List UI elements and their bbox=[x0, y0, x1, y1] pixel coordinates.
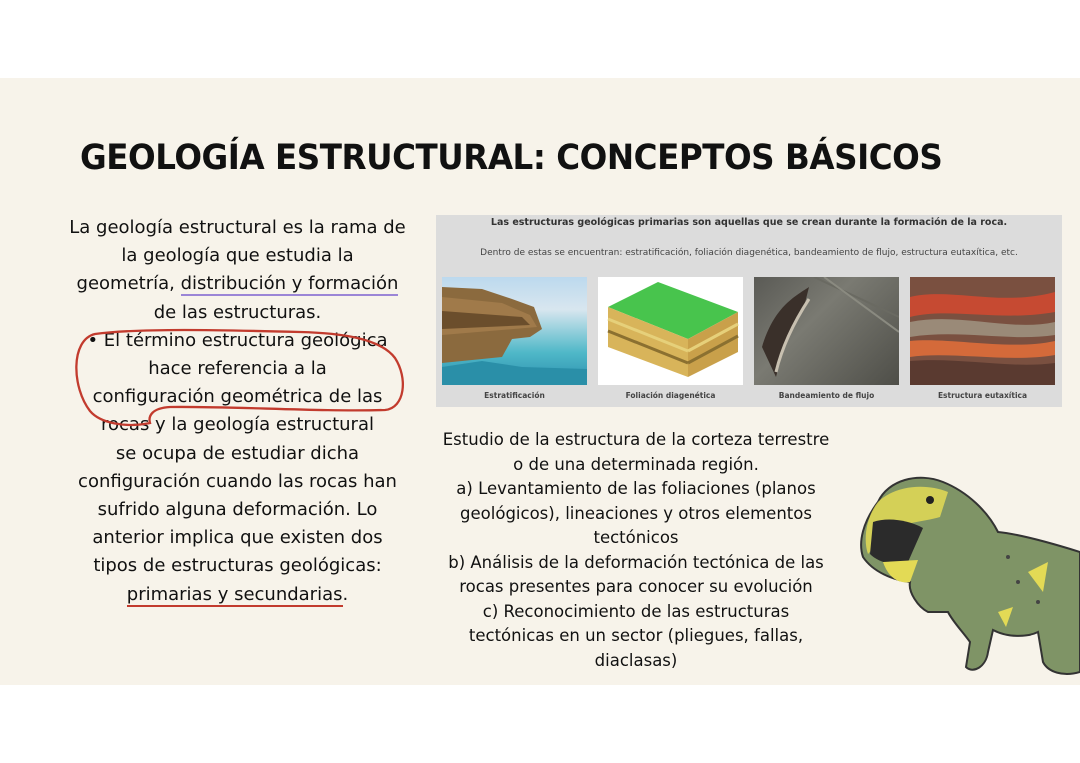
primary-structures-figure bbox=[436, 215, 1062, 407]
figure-subcaption: Dentro de estas se encuentran: estratificación, foliación diagenética, bandeamiento de flujo, estructura eutaxítica, etc. bbox=[480, 248, 1018, 258]
stratification-photo bbox=[442, 277, 587, 385]
text-line: hace referencia a la bbox=[148, 358, 327, 380]
text-line: tectónicos bbox=[593, 528, 679, 547]
definition-text bbox=[60, 214, 415, 609]
highlighted-phrase: distribución y formación bbox=[180, 273, 399, 295]
dinosaur-illustration bbox=[848, 462, 1080, 688]
text-line: de las estructuras. bbox=[153, 301, 322, 323]
text-line: configuración geométrica de las bbox=[92, 386, 383, 408]
text-line: rocas presentes para conocer su evolución bbox=[459, 577, 813, 596]
text-line: rocas y la geología estructural bbox=[101, 414, 374, 436]
flow-banding-photo bbox=[754, 277, 899, 385]
text-line: tectónicas en un sector (pliegues, fallas, bbox=[468, 626, 804, 645]
study-scope-text bbox=[436, 428, 836, 673]
text-line: b) Análisis de la deformación tectónica de las bbox=[448, 552, 824, 572]
text-line: o de una determinada región. bbox=[513, 454, 759, 474]
text-line: sufrido alguna deformación. Lo bbox=[97, 499, 378, 521]
figure-caption: Las estructuras geológicas primarias son aquellas que se crean durante la formación de la roca. bbox=[490, 217, 1008, 228]
text-line: se ocupa de estudiar dicha bbox=[115, 442, 360, 464]
photo-label: Foliación diagenética bbox=[625, 391, 716, 400]
text-line: anterior implica que existen dos bbox=[92, 527, 383, 549]
highlighted-phrase: primarias y secundarias bbox=[126, 583, 343, 605]
eutaxitic-structure-photo bbox=[910, 277, 1055, 385]
photo-label: Estratificación bbox=[484, 391, 545, 400]
text-line: c) Reconocimiento de las estructuras bbox=[482, 601, 790, 621]
page-title: GEOLOGÍA ESTRUCTURAL: CONCEPTOS BÁSICOS bbox=[80, 138, 943, 178]
text-line: geometría, distribución y formación bbox=[76, 273, 399, 295]
text-line: geológicos), lineaciones y otros elementos bbox=[460, 503, 812, 523]
text-line: tipos de estructuras geológicas: bbox=[93, 555, 382, 577]
text-line: diaclasas) bbox=[594, 650, 678, 670]
photo-label: Estructura eutaxítica bbox=[937, 391, 1028, 400]
text-line: configuración cuando las rocas han bbox=[78, 470, 397, 492]
text-line: la geología que estudia la bbox=[121, 245, 354, 267]
diagenetic-foliation-photo bbox=[598, 277, 743, 385]
text-line: primarias y secundarias. bbox=[126, 583, 349, 605]
photo-label: Bandeamiento de flujo bbox=[778, 391, 875, 400]
text-line: La geología estructural es la rama de bbox=[69, 217, 406, 238]
text-line: a) Levantamiento de las foliaciones (planos bbox=[456, 479, 816, 498]
text-line: Estudio de la estructura de la corteza terrestre bbox=[442, 430, 830, 449]
text-line: • El término estructura geológica bbox=[87, 329, 388, 351]
